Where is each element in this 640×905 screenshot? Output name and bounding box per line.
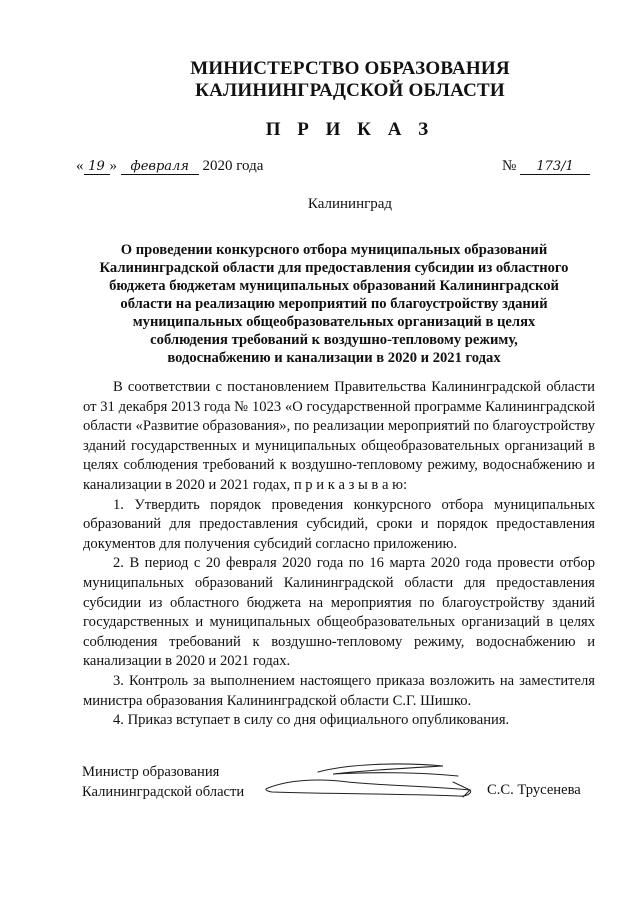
preamble-paragraph: В соответствии с постановлением Правительства Калининградской области от 31 декабря 2013 года № 1023 «О государственной программе Калининградской области «Развитие образования», по реализации мероприятий по благоустройству зданий государственных и муниципальных общеобразовательных организаций в целях соблюдения требований к воздушно-тепловому режиму, водоснабжению и канализации в 2020 и 2021 годах, п р и к а з ы в а ю: — [83, 379, 595, 493]
order-subject — [70, 241, 598, 367]
date-open-quote: « — [76, 158, 84, 174]
subject-line: О проведении конкурсного отбора муниципальных образований — [120, 242, 548, 258]
ministry-name-line1: МИНИСТЕРСТВО ОБРАЗОВАНИЯ — [190, 58, 510, 79]
ministry-header — [0, 58, 640, 102]
position-line1: Министр образования — [82, 764, 220, 780]
subject-line: Калининградской области для предоставления субсидии из областного — [99, 260, 569, 276]
subject-line: муниципальных общеобразовательных организаций в целях — [132, 314, 536, 330]
signatory-name: С.С. Трусенева — [487, 782, 581, 798]
city-name: Калининград — [307, 196, 393, 212]
order-title: П Р И К А З — [265, 119, 435, 140]
ministry-name-line2: КАЛИНИНГРАДСКОЙ ОБЛАСТИ — [195, 80, 505, 101]
order-body — [83, 378, 595, 731]
number-sign: № — [502, 158, 517, 174]
handwritten-signature — [258, 760, 478, 800]
date-day-handwritten: 19 — [84, 160, 110, 175]
date-close-quote: » — [109, 158, 117, 174]
position-line2: Калининградской области — [82, 783, 245, 800]
date-year: 2020 года — [202, 158, 264, 174]
subject-line: области на реализацию мероприятий по благоустройству зданий — [120, 296, 548, 312]
order-item-3: 3. Контроль за выполнением настоящего приказа возложить на заместителя министра образования Калининградской области С.Г. Шишко. — [83, 672, 595, 709]
date-month-handwritten: февраля — [121, 160, 199, 175]
order-date — [76, 158, 263, 175]
signatory-position — [82, 763, 244, 802]
order-item-2: 2. В период с 20 февраля 2020 года по 16 марта 2020 года провести отбор муниципальных образований Калининградской области для предоставления субсидии из областного бюджета на мероприятия по благоустройству зданий государственных и муниципальных общеобразовательных организаций в целях соблюдения требований к воздушно-тепловому режиму, водоснабжению и канализации в 2020 и 2021 годах. — [83, 555, 595, 670]
order-number — [502, 158, 590, 175]
number-handwritten: 173/1 — [520, 160, 590, 175]
subject-line: водоснабжению и канализации в 2020 и 2021 годах — [167, 350, 501, 366]
subject-line: бюджета бюджетам муниципальных образований Калининградской — [109, 278, 559, 294]
subject-line: соблюдения требований к воздушно-тепловому режиму, — [150, 332, 518, 348]
order-item-1: 1. Утвердить порядок проведения конкурсного отбора муниципальных образований для предоставления субсидий, сроки и порядок предоставления документов для получения субсидий согласно приложению. — [83, 496, 595, 552]
order-item-4: 4. Приказ вступает в силу со дня официального опубликования. — [113, 712, 510, 729]
